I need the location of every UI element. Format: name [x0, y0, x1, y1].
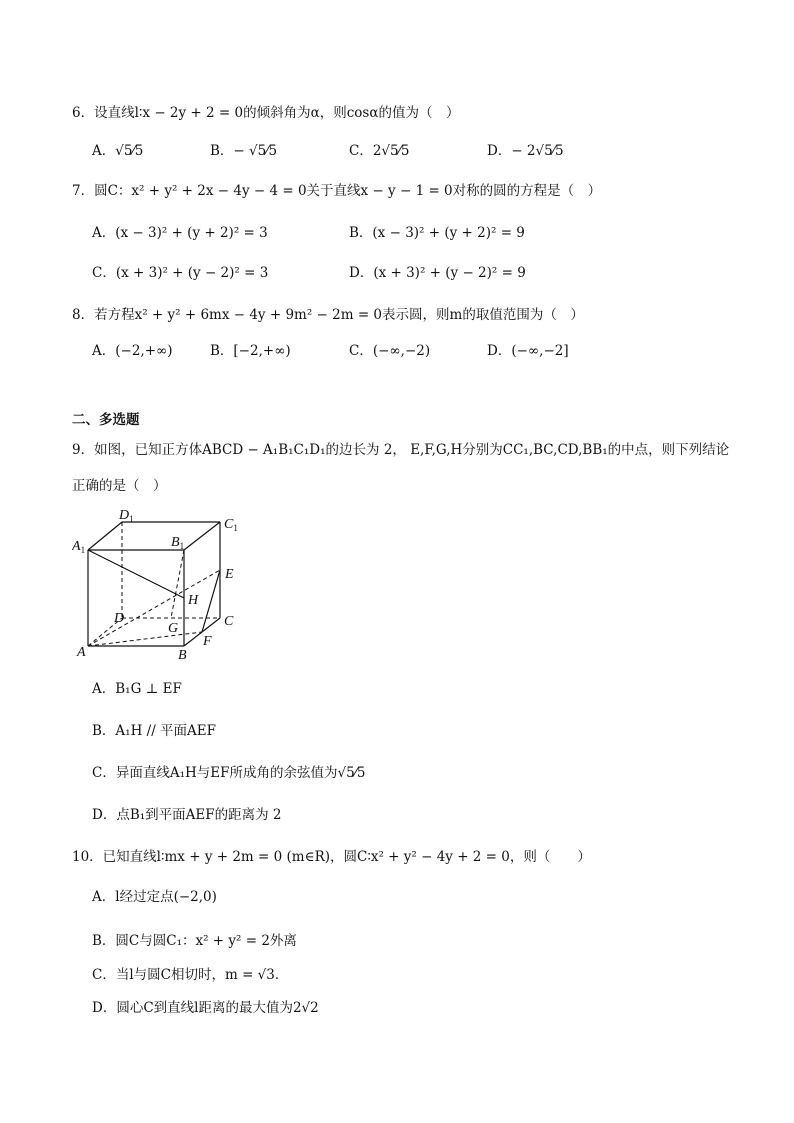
- q10-option-d: D．圆心C到直线l距离的最大值为2√2: [92, 1000, 319, 1016]
- label-f: F: [203, 634, 212, 649]
- section-title: 二、多选题: [72, 412, 140, 428]
- label-a: A: [77, 645, 86, 660]
- label-d: D: [114, 611, 125, 626]
- segment-b1g-hidden: [171, 550, 184, 618]
- label-g: G: [168, 621, 179, 636]
- q6-option-b: B．− √5⁄5: [210, 143, 278, 159]
- q9-stem-line1: 9．如图，已知正方体ABCD − A₁B₁C₁D₁的边长为 2， E,F,G,H分别为CC₁,BC,CD,BB₁的中点，则下列结论: [72, 442, 730, 458]
- q9-option-c: C．异面直线A₁H与EF所成角的余弦值为√5⁄5: [92, 765, 366, 781]
- label-a1: $A_1$: [72, 539, 86, 555]
- segment-a1h: [88, 550, 184, 598]
- q9-stem-line2: 正确的是（ ）: [72, 478, 167, 494]
- q8-option-c: C．(−∞,−2): [349, 343, 431, 359]
- q7-stem: 7．圆C：x² + y² + 2x − 4y − 4 = 0关于直线x − y − 1 = 0对称的圆的方程是（ ）: [72, 183, 602, 199]
- cube-figure: [72, 508, 252, 663]
- label-d1: $D_1$: [119, 508, 134, 524]
- q8-option-b: B．[−2,+∞): [210, 343, 291, 359]
- label-c1: $C_1$: [224, 517, 238, 533]
- q8-option-a: A．(−2,+∞): [92, 343, 173, 359]
- q9-option-d: D．点B₁到平面AEF的距离为 2: [92, 807, 282, 823]
- segment-ae-hidden: [88, 570, 220, 646]
- q7-option-c: C．(x + 3)² + (y − 2)² = 3: [92, 265, 269, 281]
- q6-stem: 6．设直线l∶x − 2y + 2 = 0的倾斜角为α，则cosα的值为（ ）: [72, 105, 460, 121]
- label-b: B: [178, 648, 187, 663]
- label-b1: $B_1$: [171, 535, 185, 551]
- q7-option-b: B．(x − 3)² + (y + 2)² = 9: [349, 225, 525, 241]
- q9-option-a: A．B₁G ⊥ EF: [92, 681, 182, 697]
- q6-option-c: C．2√5⁄5: [349, 143, 410, 159]
- q7-option-a: A．(x − 3)² + (y + 2)² = 3: [92, 225, 268, 241]
- label-c: C: [224, 614, 234, 629]
- q8-option-d: D．(−∞,−2]: [487, 343, 569, 359]
- q6-option-d: D．− 2√5⁄5: [487, 143, 564, 159]
- edge-b1c1: [184, 522, 220, 550]
- label-h: H: [188, 593, 199, 608]
- edge-a1d1: [88, 522, 122, 550]
- q8-stem: 8．若方程x² + y² + 6mx − 4y + 9m² − 2m = 0表示圆，则m的取值范围为（ ）: [72, 307, 584, 323]
- q10-option-c: C．当l与圆C相切时，m = √3．: [92, 967, 289, 983]
- q10-option-a: A．l经过定点(−2,0): [92, 889, 217, 905]
- segment-af-hidden: [88, 632, 202, 646]
- q7-option-d: D．(x + 3)² + (y − 2)² = 9: [349, 265, 526, 281]
- q9-option-b: B．A₁H // 平面AEF: [92, 723, 217, 739]
- q6-option-a: A．√5⁄5: [92, 143, 144, 159]
- label-e: E: [225, 567, 234, 582]
- q10-stem: 10．已知直线l∶mx + y + 2m = 0 (m∈R)，圆C∶x² + y² − 4y + 2 = 0，则（ ）: [72, 849, 591, 865]
- q10-option-b: B．圆C与圆C₁：x² + y² = 2外离: [92, 933, 297, 949]
